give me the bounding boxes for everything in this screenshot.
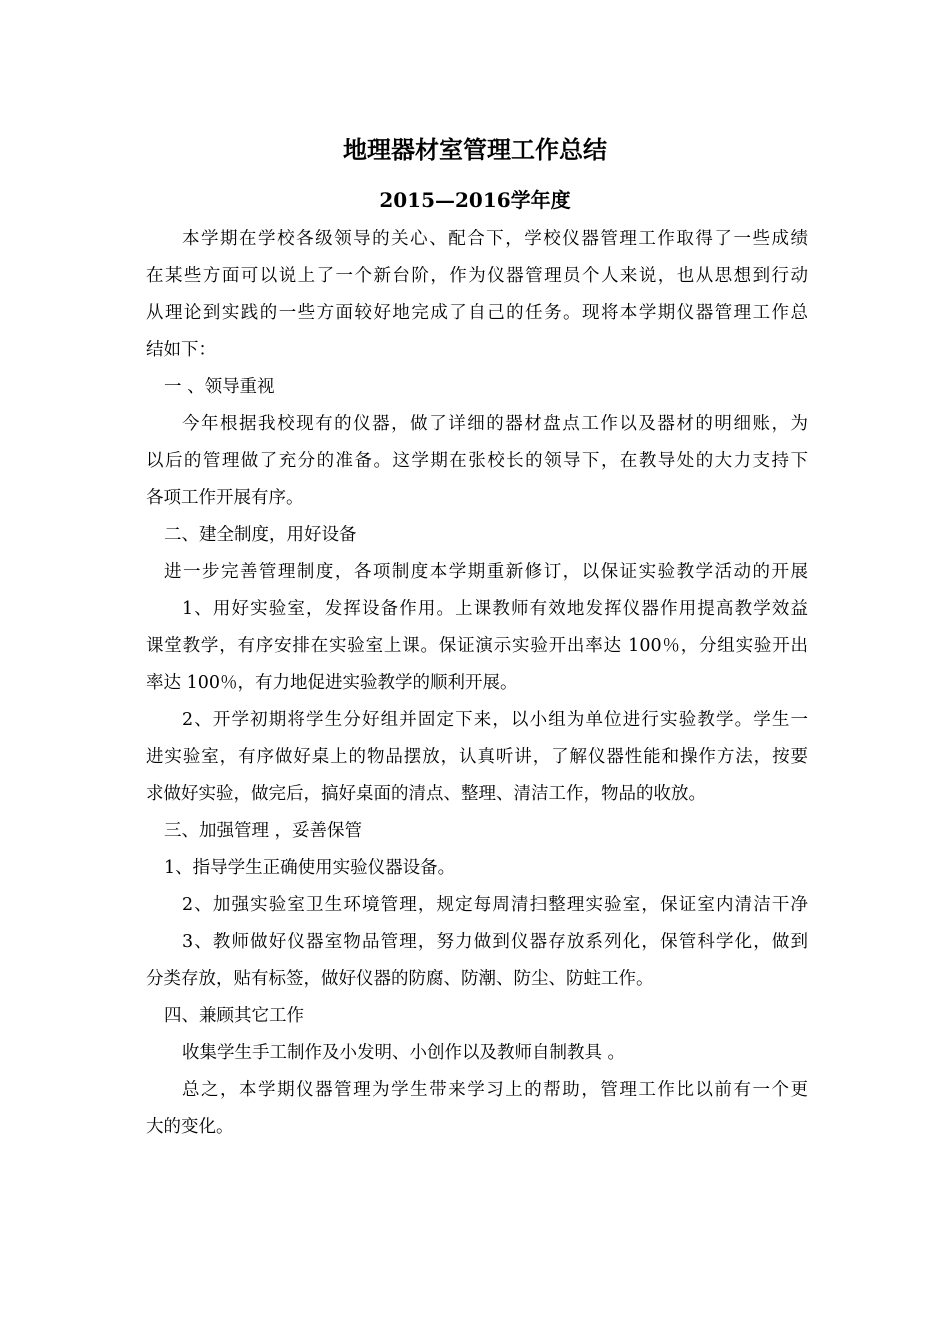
- document-subtitle: 2015—2016学年度: [379, 188, 571, 212]
- body-line-11: 1、用好实验室，发挥设备作用。上课教师有效地发挥仪器作用提高教学效益: [182, 599, 808, 619]
- body-line-20: 3、教师做好仪器室物品管理，努力做到仪器存放系列化，保管科学化，做到: [182, 932, 808, 952]
- body-line-7: 以后的管理做了充分的准备。这学期在张校长的领导下，在教导处的大力支持下: [146, 451, 808, 471]
- body-line-19: 2、加强实验室卫生环境管理，规定每周清扫整理实验室，保证室内清洁干净: [182, 895, 808, 915]
- body-line-24: 总之，本学期仪器管理为学生带来学习上的帮助，管理工作比以前有一个更: [182, 1080, 808, 1100]
- body-line-14: 2、开学初期将学生分好组并固定下来，以小组为单位进行实验教学。学生一: [182, 710, 808, 730]
- body-line-25: 大的变化。: [146, 1117, 234, 1137]
- body-line-16: 求做好实验，做完后，搞好桌面的清点、整理、清洁工作，物品的收放。: [146, 784, 706, 804]
- body-line-21: 分类存放，贴有标签，做好仪器的防腐、防潮、防尘、防蛀工作。: [146, 969, 654, 989]
- section-heading-3: 三、加强管理 ，妥善保管: [164, 821, 363, 841]
- document-body: [146, 221, 808, 1146]
- section-heading-4: 四、兼顾其它工作: [164, 1006, 304, 1026]
- body-line-4: 结如下：: [146, 340, 216, 360]
- body-line-12: 课堂教学，有序安排在实验室上课。保证演示实验开出率达 100％，分组实验开出: [146, 636, 808, 656]
- section-heading-1: 一 、领导重视: [164, 377, 275, 397]
- body-line-10: 进一步完善管理制度，各项制度本学期重新修订，以保证实验教学活动的开展: [164, 562, 808, 582]
- body-line-1: 本学期在学校各级领导的关心、配合下，学校仪器管理工作取得了一些成绩: [182, 229, 808, 249]
- body-line-3: 从理论到实践的一些方面较好地完成了自己的任务。现将本学期仪器管理工作总: [146, 303, 808, 323]
- body-line-23: 收集学生手工制作及小发明、小创作以及教师自制教具 。: [182, 1043, 626, 1063]
- section-heading-2: 二、建全制度，用好设备: [164, 525, 357, 545]
- body-line-13: 率达 100％，有力地促进实验教学的顺利开展。: [146, 673, 518, 693]
- body-line-18: 1、指导学生正确使用实验仪器设备。: [164, 858, 456, 878]
- body-line-6: 今年根据我校现有的仪器，做了详细的器材盘点工作以及器材的明细账，为: [182, 414, 808, 434]
- body-line-15: 进实验室，有序做好桌上的物品摆放，认真听讲，了解仪器性能和操作方法，按要: [146, 747, 808, 767]
- document-title: 地理器材室管理工作总结: [343, 135, 607, 164]
- body-line-8: 各项工作开展有序。: [146, 488, 304, 508]
- body-line-2: 在某些方面可以说上了一个新台阶，作为仪器管理员个人来说，也从思想到行动: [146, 266, 808, 286]
